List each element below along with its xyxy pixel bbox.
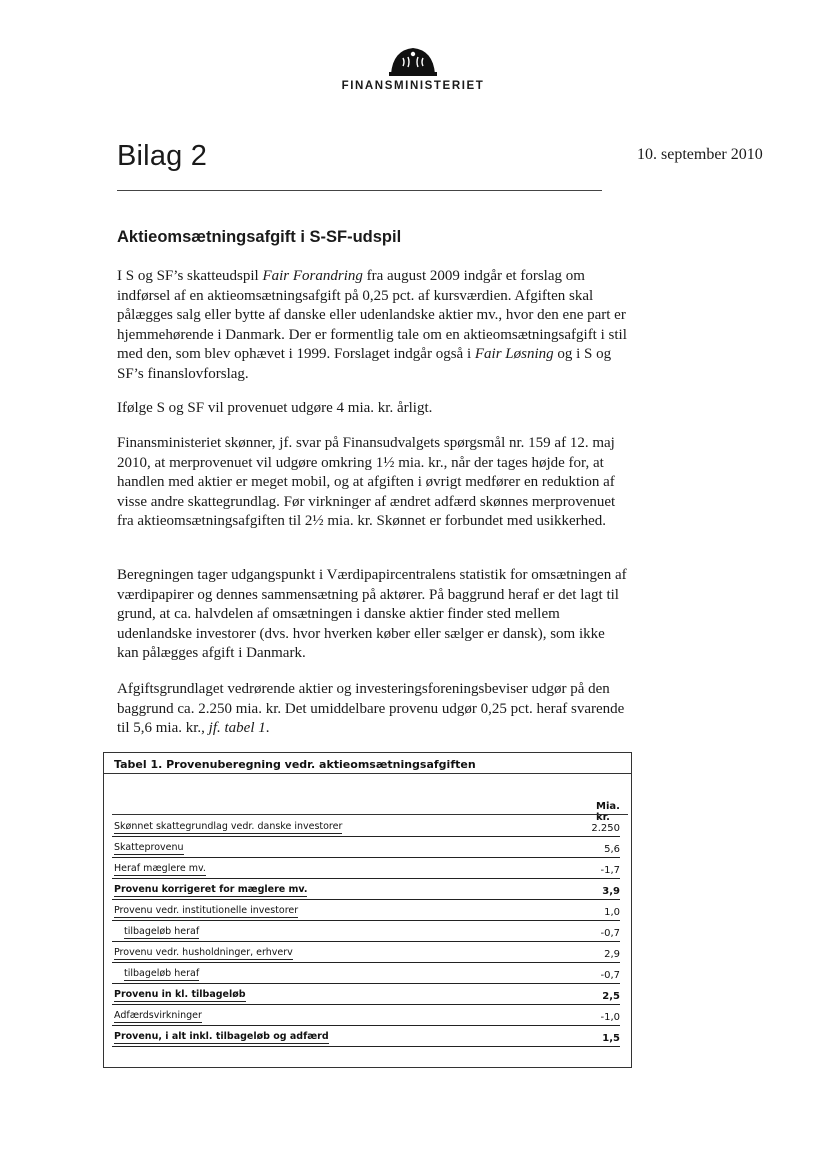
table-title-divider	[104, 773, 631, 774]
row-value: 2.250	[591, 823, 620, 834]
table-reference: jf. tabel 1	[208, 720, 266, 736]
table-row	[112, 838, 628, 858]
row-label: Provenu in kl. tilbageløb	[114, 989, 246, 1000]
row-label: Provenu, i alt inkl. tilbageløb og adfærd	[114, 1031, 329, 1042]
publication-title: Fair Løsning	[474, 346, 554, 362]
row-label: Heraf mæglere mv.	[114, 863, 206, 874]
table-row	[112, 817, 628, 837]
table-row	[112, 922, 628, 942]
unit-header: Mia. kr.	[596, 801, 620, 823]
table-row	[112, 1027, 628, 1047]
row-label: Skønnet skattegrundlag vedr. danske investorer	[114, 821, 343, 832]
row-label: Provenu vedr. husholdninger, erhverv	[114, 947, 293, 958]
table-row	[112, 964, 628, 984]
table-row	[112, 943, 628, 963]
paragraph-1: I S og SF’s skatteudspil Fair Forandring fra august 2009 indgår et forslag om indførsel af en aktieomsætningsafgift på 0,25 pct. af kursværdien. Afgiften skal pålægges salg eller bytte af danske eller udenlandske aktier mv., hvor den ene part er hjemmehørende i Danmark. Der er formentlig tale om en aktieomsætningsafgift i stil med den, som blev ophævet i 1999. Forslaget indgår også i Fair Løsning og i S og SF’s finanslovforslag.	[117, 268, 627, 382]
document-date: 10. september 2010	[637, 146, 763, 163]
row-value: 1,5	[602, 1033, 620, 1044]
row-value: 1,0	[604, 907, 620, 918]
publication-title: Fair Forandring	[262, 268, 363, 284]
table-row	[112, 1006, 628, 1026]
row-label: Provenu korrigeret for mæglere mv.	[114, 884, 308, 895]
ministry-name: FINANSMINISTERIET	[341, 80, 485, 92]
table-row	[112, 985, 628, 1005]
row-value: 2,5	[602, 991, 620, 1002]
revenue-table	[103, 752, 632, 1068]
paragraph-4: Beregningen tager udgangspunkt i Værdipapircentralens statistik for omsætningen af værdipapirer og dennes sammensætning på aktører. På baggrund heraf er det lagt til grund, at ca. halvdelen af omsætningen i danske aktier finder sted mellem udenlandske investorer (dvs. hvor hverken køber eller sælger er dansk), som ikke kan pålægges afgift i Danmark.	[117, 567, 627, 661]
row-value: 3,9	[602, 886, 620, 897]
header-divider	[112, 814, 628, 815]
page-title: Bilag 2	[117, 140, 208, 172]
table-row	[112, 880, 628, 900]
row-value: -0,7	[600, 970, 620, 981]
paragraph-5: Afgiftsgrundlaget vedrørende aktier og investeringsforeningsbeviser udgør på den baggrund ca. 2.250 mia. kr. Det umiddelbare provenu udgør 0,25 pct. heraf svarende til 5,6 mia. kr., jf. tabel 1.	[117, 681, 625, 736]
logo	[0, 44, 826, 76]
title-divider	[117, 190, 602, 191]
section-heading: Aktieomsætningsafgift i S-SF-udspil	[117, 228, 402, 246]
row-label: tilbageløb heraf	[124, 926, 200, 937]
row-label: Adfærdsvirkninger	[114, 1010, 202, 1021]
row-label: Provenu vedr. institutionelle investorer	[114, 905, 299, 916]
row-value: -1,7	[600, 865, 620, 876]
row-value: -1,0	[600, 1012, 620, 1023]
paragraph-3: Finansministeriet skønner, jf. svar på Finansudvalgets spørgsmål nr. 159 af 12. maj 2010, at merprovenuet vil udgøre omkring 1½ mia. kr., når der tages højde for, at handlen med aktier er meget mobil, og at afgiften i øvrigt medfører en reduktion af visse andre skattegrundlag. Før virkninger af ændret adfærd skønnes merprovenuet fra aktieomsætningsafgiften til 2½ mia. kr. Skønnet er forbundet med usikkerhed.	[117, 435, 616, 529]
row-label: tilbageløb heraf	[124, 968, 200, 979]
table-row	[112, 859, 628, 879]
paragraph-2: Ifølge S og SF vil provenuet udgøre 4 mia. kr. årligt.	[117, 400, 433, 416]
table-title: Tabel 1. Provenuberegning vedr. aktieomsætningsafgiften	[114, 758, 476, 771]
row-label: Skatteprovenu	[114, 842, 184, 853]
crown-icon	[389, 44, 437, 76]
row-value: 5,6	[604, 844, 620, 855]
row-value: 2,9	[604, 949, 620, 960]
table-row	[112, 901, 628, 921]
row-value: -0,7	[600, 928, 620, 939]
